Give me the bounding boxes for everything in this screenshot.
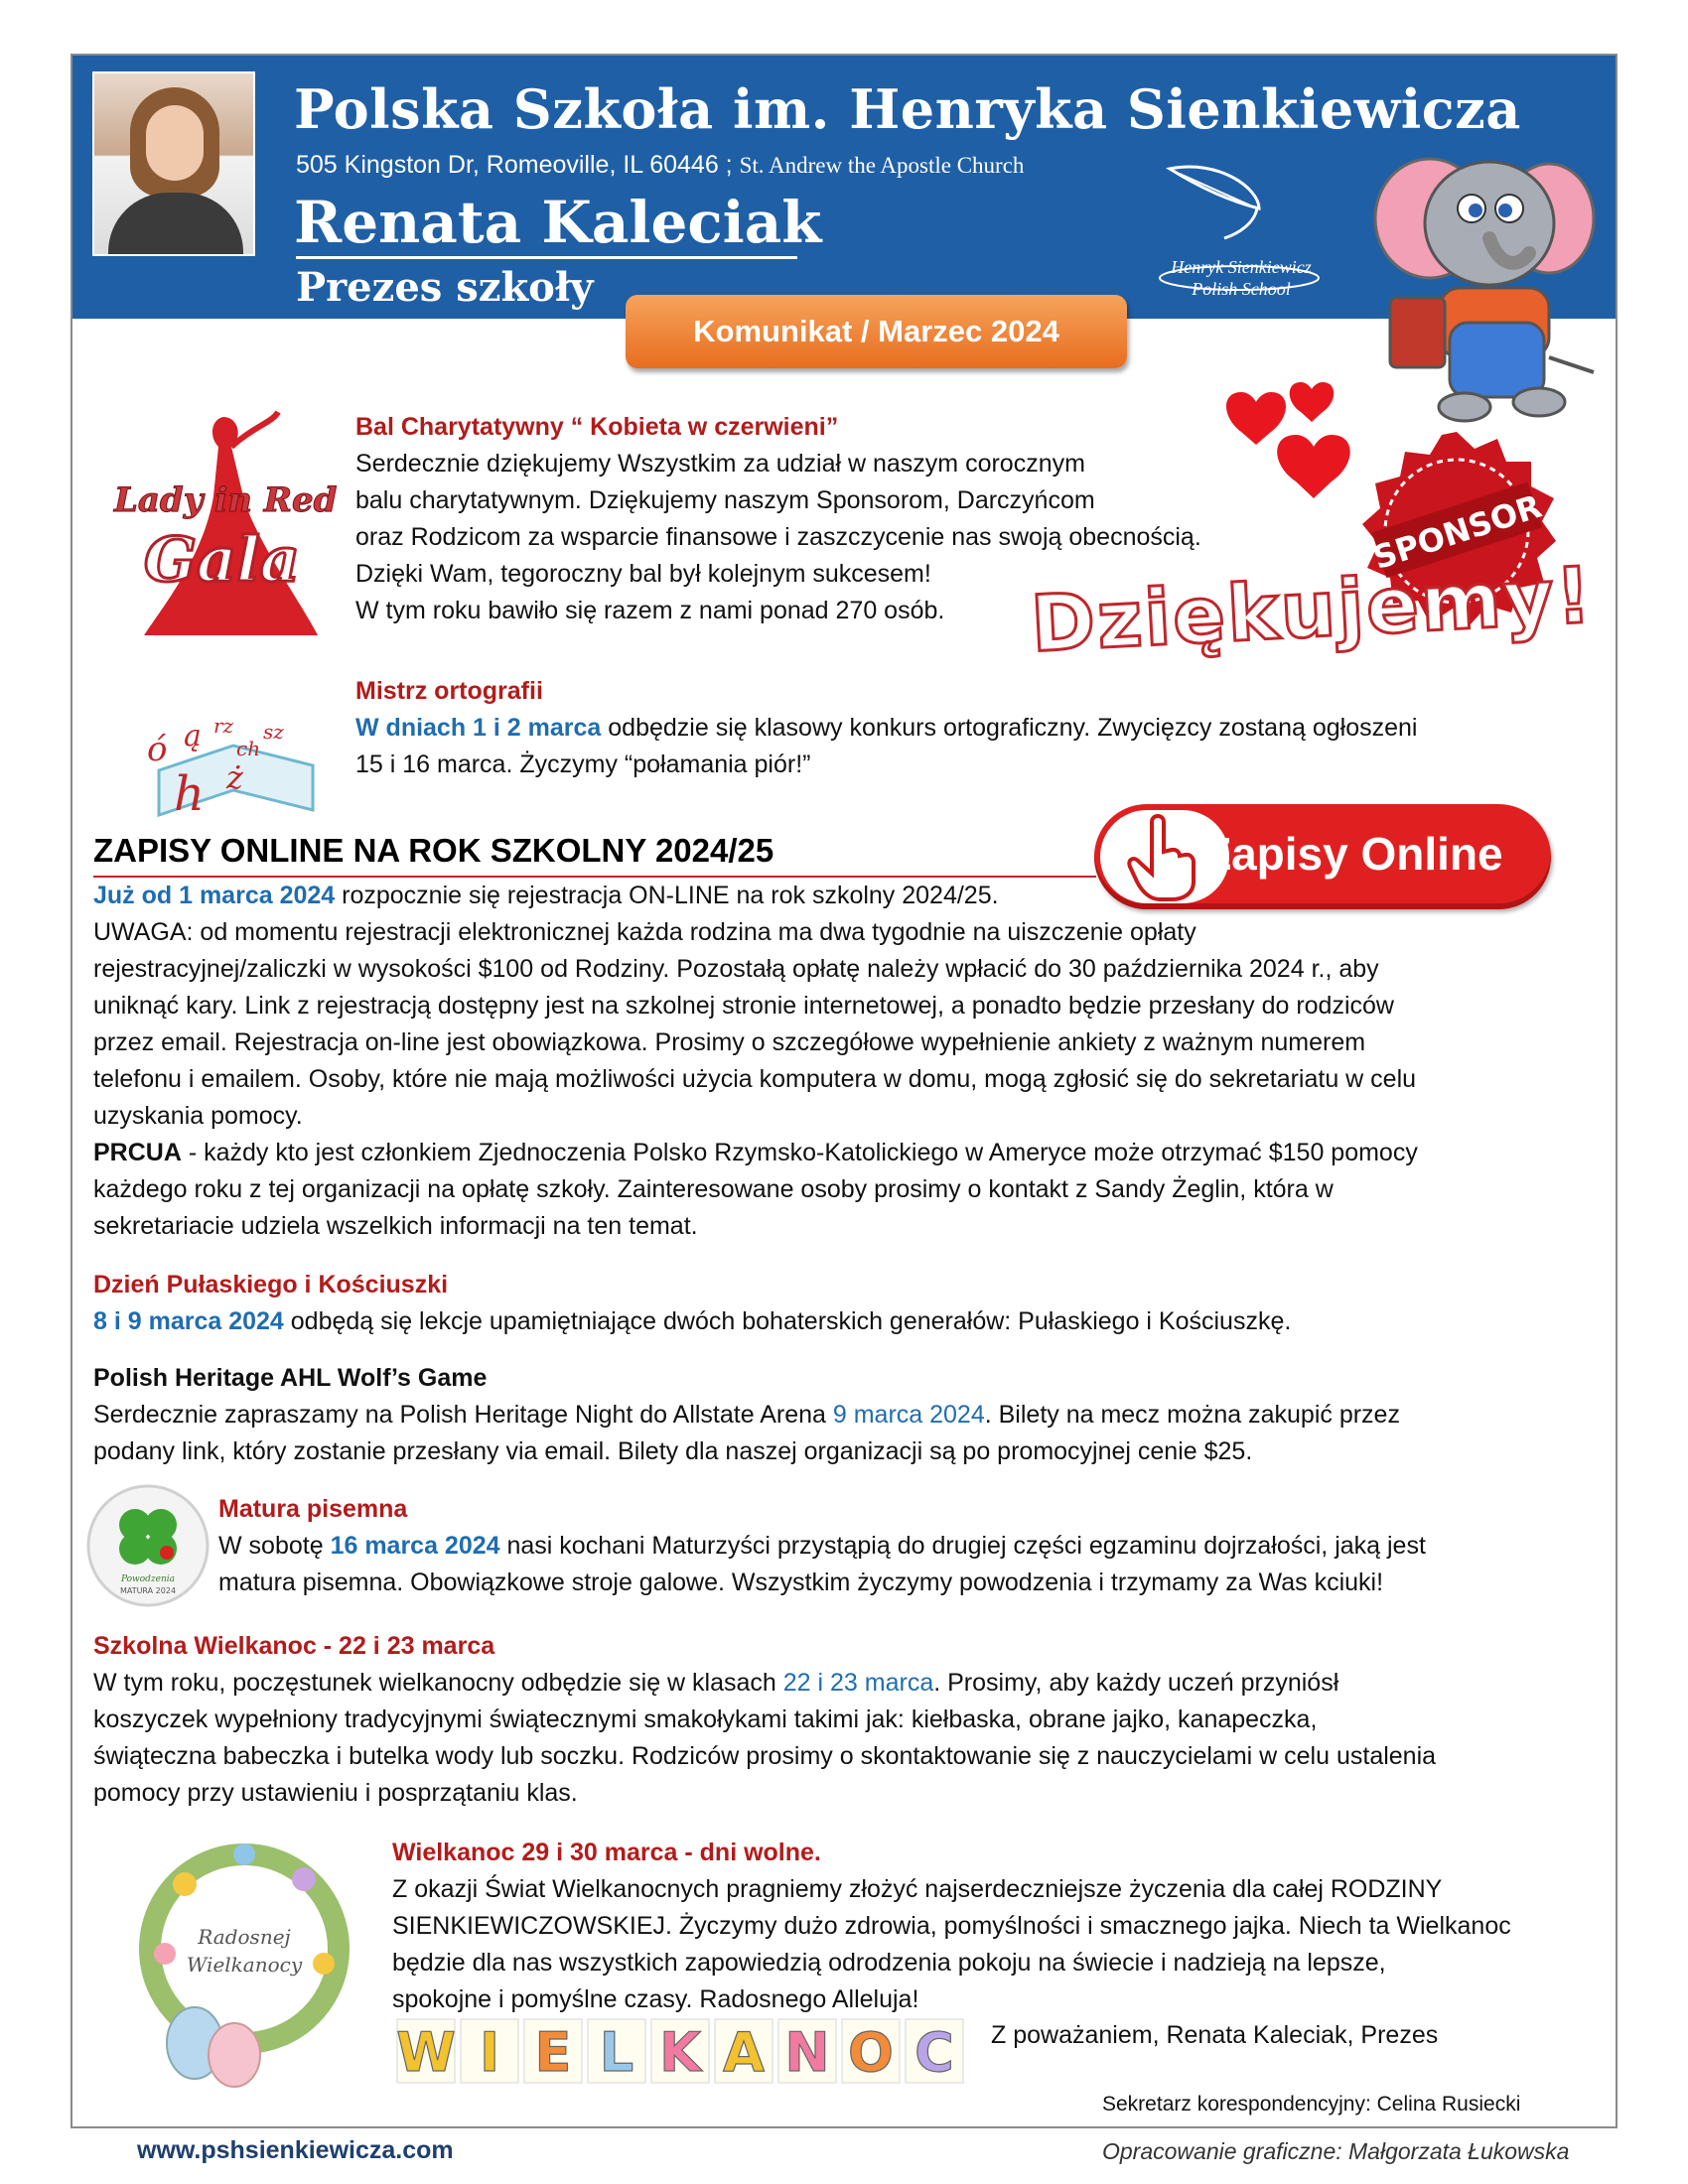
zapisy-button-label[interactable]: Zapisy Online xyxy=(1203,828,1503,880)
wreath-line2: Wielkanocy xyxy=(186,1953,303,1977)
gala-line-2: balu charytatywnym. Dziękujemy naszym Sponsorom, Darczyńcom xyxy=(355,486,1095,514)
president-role: Prezes szkoły xyxy=(296,264,594,311)
letter-L: L xyxy=(599,2021,634,2084)
matura-badge-line1: Powodzenia xyxy=(120,1574,176,1584)
prcua-line-1-text: - każdy kto jest członkiem Zjednoczenia Polsko Rzymsko-Katolickiego w Ameryce może otrzymać $150 pomocy xyxy=(181,1139,1418,1166)
wielkanoc-title: Wielkanoc 29 i 30 marca - dni wolne. xyxy=(392,1839,821,1866)
wolves-line-1-b: . Bilety na mecz można zakupić przez xyxy=(984,1401,1400,1429)
wielkanoc-letters-banner xyxy=(395,2015,971,2087)
footer-website-link[interactable]: www.pshsienkiewicza.com xyxy=(137,2136,454,2164)
matura-badge-line2: MATURA 2024 xyxy=(119,1586,177,1595)
ortografia-line-1 xyxy=(355,710,1417,747)
letter-rz: rz xyxy=(213,714,234,738)
gala-line-3: oraz Rodzicom za wsparcie finansowe i zaszczycenie nas swoją obecnością. xyxy=(355,523,1201,551)
hearts-icon xyxy=(1211,377,1360,526)
matura-clover-badge-icon xyxy=(85,1483,211,1608)
matura-line-1 xyxy=(218,1528,1426,1565)
letter-a: ą xyxy=(184,719,202,753)
pulaski-section xyxy=(93,1267,1291,1340)
school-address xyxy=(296,151,1024,180)
easter-wreath-icon xyxy=(125,1825,363,2093)
letter-E: E xyxy=(534,2021,572,2084)
footer-credit: Opracowanie graficzne: Małgorzata Łukowska xyxy=(1102,2138,1570,2164)
szkolna-line-1-b: . Prosimy, aby każdy uczeń przyniósł xyxy=(933,1669,1339,1697)
wreath-line1: Radosnej xyxy=(198,1925,291,1949)
wolves-line-1 xyxy=(93,1397,1400,1433)
letter-W: W xyxy=(396,2021,456,2084)
zapisy-line-5: przez email. Rejestracja on-line jest obowiązkowa. Prosimy o szczegółowe wypełnienie ankiety z ważnym numerem xyxy=(93,1028,1366,1056)
wielkanoc-line-4: spokojne i pomyślne czasy. Radosnego Alleluja! xyxy=(392,1985,919,2013)
school-name: Polska Szkoła im. Henryka Sienkiewicza xyxy=(294,77,1521,141)
szkolna-wielkanoc-section xyxy=(93,1628,1436,1812)
prcua-label: PRCUA xyxy=(93,1139,182,1166)
wielkanoc-line-1: Z okazji Świat Wielkanocnych pragniemy złożyć najserdeczniejsze życzenia dla całej RODZINY xyxy=(392,1875,1443,1903)
ortografia-line-1-text: odbędzie się klasowy konkurs ortograficzny. Zwycięzcy zostaną ogłoszeni xyxy=(601,714,1418,742)
president-name: Renata Kaleciak xyxy=(294,189,822,256)
zapisy-line-1-text: rozpocznie się rejestracja ON-LINE na rok szkolny 2024/25. xyxy=(335,882,999,909)
zapisy-date: Już od 1 marca 2024 xyxy=(93,882,336,909)
wielkanoc-line-2: SIENKIEWICZOWSKIEJ. Życzymy dużo zdrowia, pomyślności i smacznego jajka. Niech ta Wielkanoc xyxy=(392,1912,1511,1940)
pulaski-date: 8 i 9 marca 2024 xyxy=(93,1307,284,1335)
name-underline xyxy=(296,256,797,259)
szkolna-wielkanoc-line-2: koszyczek wypełniony tradycyjnymi świątecznymi smakołykami takimi jak: kiełbaska, obrane jajko, kanapeczka, xyxy=(93,1706,1318,1733)
zapisy-line-2: UWAGA: od momentu rejestracji elektronicznej każda rodzina ma dwa tygodnie na uiszczenie opłaty xyxy=(93,918,1196,946)
szkolna-wielkanoc-line-3: świąteczna babeczka i butelka wody lub soczku. Rodziców prosimy o skontaktowanie się z nauczycielami w celu ustalenia xyxy=(93,1742,1437,1770)
secretary: Sekretarz korespondencyjny: Celina Rusiecki xyxy=(1102,2093,1521,2116)
sponsor-badge-text: SPONSOR xyxy=(1368,486,1546,578)
matura-title: Matura pisemna xyxy=(218,1495,408,1523)
wolves-line-2: podany link, który zostanie przesłany via email. Bilety dla naszej organizacji są po promocyjnej cenie $25. xyxy=(93,1437,1253,1465)
prcua-line-2: każdego roku z tej organizacji na opłatę szkoły. Zainteresowane osoby prosimy o kontakt z Sandy Żeglin, która w xyxy=(93,1175,1334,1203)
ortografia-line-2: 15 i 16 marca. Życzymy “połamania piór!” xyxy=(355,751,811,778)
zapisy-line-7: uzyskania pomocy. xyxy=(93,1102,303,1130)
wielkanoc-line-3: będzie dla nas wszystkich zapowiedzią odrodzenia pokoju na świecie i nadzieją na lepsze, xyxy=(392,1949,1386,1977)
letter-N: N xyxy=(784,2021,830,2084)
zapisy-line-3: rejestracyjnej/zaliczki w wysokości $100 od Rodziny. Pozostałą opłatę należy wpłacić do 30 października 2024 r., aby xyxy=(93,955,1379,983)
zapisy-line-4: uniknąć kary. Link z rejestracją dostępny jest na szkolnej stronie internetowej, a ponadto będzie przesłany do rodziców xyxy=(93,992,1394,1020)
prcua-line-3: sekretariacie udziela wszelkich informacji na ten temat. xyxy=(93,1212,698,1240)
szkolna-wielkanoc-date: 22 i 23 marca xyxy=(782,1669,934,1697)
szkolna-wielkanoc-line-1 xyxy=(93,1665,1436,1702)
pulaski-text: odbędą się lekcje upamiętniające dwóch bohaterskich generałów: Pułaskiego i Kościuszkę. xyxy=(283,1307,1292,1335)
wolves-line-1-a: Serdecznie zapraszamy na Polish Heritage Night do Allstate Arena xyxy=(93,1401,833,1429)
gala-title: Bal Charytatywny “ Kobieta w czerwieni” xyxy=(355,413,839,441)
letter-h: h xyxy=(174,766,205,822)
logo-line1: Henryk Sienkiewicz xyxy=(1171,257,1312,277)
logo-line2: Polish School xyxy=(1192,279,1291,299)
elephant-mascot-icon xyxy=(1360,139,1609,427)
letter-o: ó xyxy=(147,730,168,769)
thanks-graphic-text: Dziękujemy! xyxy=(1029,551,1596,670)
letter-A: A xyxy=(723,2021,765,2084)
gala-line-1: Serdecznie dziękujemy Wszystkim za udział w naszym corocznym xyxy=(355,450,1085,478)
wolves-section xyxy=(93,1360,1400,1470)
letter-K: K xyxy=(659,2021,701,2084)
szkolna-line-1-a: W tym roku, poczęstunek wielkanocny odbędzie się w klasach xyxy=(93,1669,783,1697)
szkolna-wielkanoc-line-4: pomocy przy ustawieniu i posprzątaniu klas. xyxy=(93,1779,578,1807)
wolves-date: 9 marca 2024 xyxy=(832,1401,985,1429)
church-name: St. Andrew the Apostle Church xyxy=(739,153,1025,178)
spelling-letters-icon xyxy=(139,701,328,830)
letter-z: ż xyxy=(226,758,243,796)
letter-sz: sz xyxy=(263,720,284,744)
letter-O: O xyxy=(848,2021,894,2084)
szkolna-wielkanoc-title: Szkolna Wielkanoc - 22 i 23 marca xyxy=(93,1632,495,1660)
ortografia-section xyxy=(355,673,1417,783)
letter-I: I xyxy=(479,2021,500,2084)
communique-banner: Komunikat / Marzec 2024 xyxy=(626,295,1127,368)
zapisy-line-6: telefonu i emailem. Osoby, które nie mają możliwości użycia komputera w domu, mogą zgłosić się do sekretariatu w celu xyxy=(93,1065,1417,1093)
letter-C: C xyxy=(914,2021,954,2084)
zapisy-section xyxy=(93,878,1418,1245)
matura-line-2: matura pisemna. Obowiązkowe stroje galowe. Wszystkim życzymy powodzenia i trzymamy za Was kciuki! xyxy=(218,1569,1384,1596)
address-text: 505 Kingston Dr, Romeoville, IL 60446 ; xyxy=(296,151,733,179)
pulaski-title: Dzień Pułaskiego i Kościuszki xyxy=(93,1271,449,1298)
logo-caption xyxy=(1142,256,1340,300)
wielkanoc-section xyxy=(392,1835,1511,2018)
ortografia-date: W dniach 1 i 2 marca xyxy=(355,714,602,742)
letter-ch: ch xyxy=(236,737,261,760)
ortografia-title: Mistrz ortografii xyxy=(355,677,543,705)
president-photo xyxy=(92,71,255,256)
gala-line-4: Dzięki Wam, tegoroczny bal był kolejnym sukcesem! xyxy=(355,560,931,588)
matura-line-1-a: W sobotę xyxy=(218,1532,331,1560)
wolves-title: Polish Heritage AHL Wolf’s Game xyxy=(93,1364,488,1392)
lady-in-red-gala-icon xyxy=(104,407,348,640)
prcua-line-1 xyxy=(93,1135,1418,1171)
pulaski-line xyxy=(93,1303,1291,1340)
zapisy-title: ZAPISY ONLINE NA ROK SZKOLNY 2024/25 xyxy=(93,832,774,869)
matura-date: 16 marca 2024 xyxy=(330,1532,500,1560)
zapisy-line-1 xyxy=(93,878,1418,914)
signature: Z poważaniem, Renata Kaleciak, Prezes xyxy=(991,2021,1439,2049)
gala-line-5: W tym roku bawiło się razem z nami ponad 270 osób. xyxy=(355,597,945,624)
gala-text-1: Lady in Red xyxy=(114,480,338,520)
matura-section xyxy=(218,1491,1426,1601)
matura-line-1-b: nasi kochani Maturzyści przystąpią do drugiej części egzaminu dojrzałości, jaką jest xyxy=(499,1532,1426,1560)
gala-text-2: Gala xyxy=(144,523,300,596)
